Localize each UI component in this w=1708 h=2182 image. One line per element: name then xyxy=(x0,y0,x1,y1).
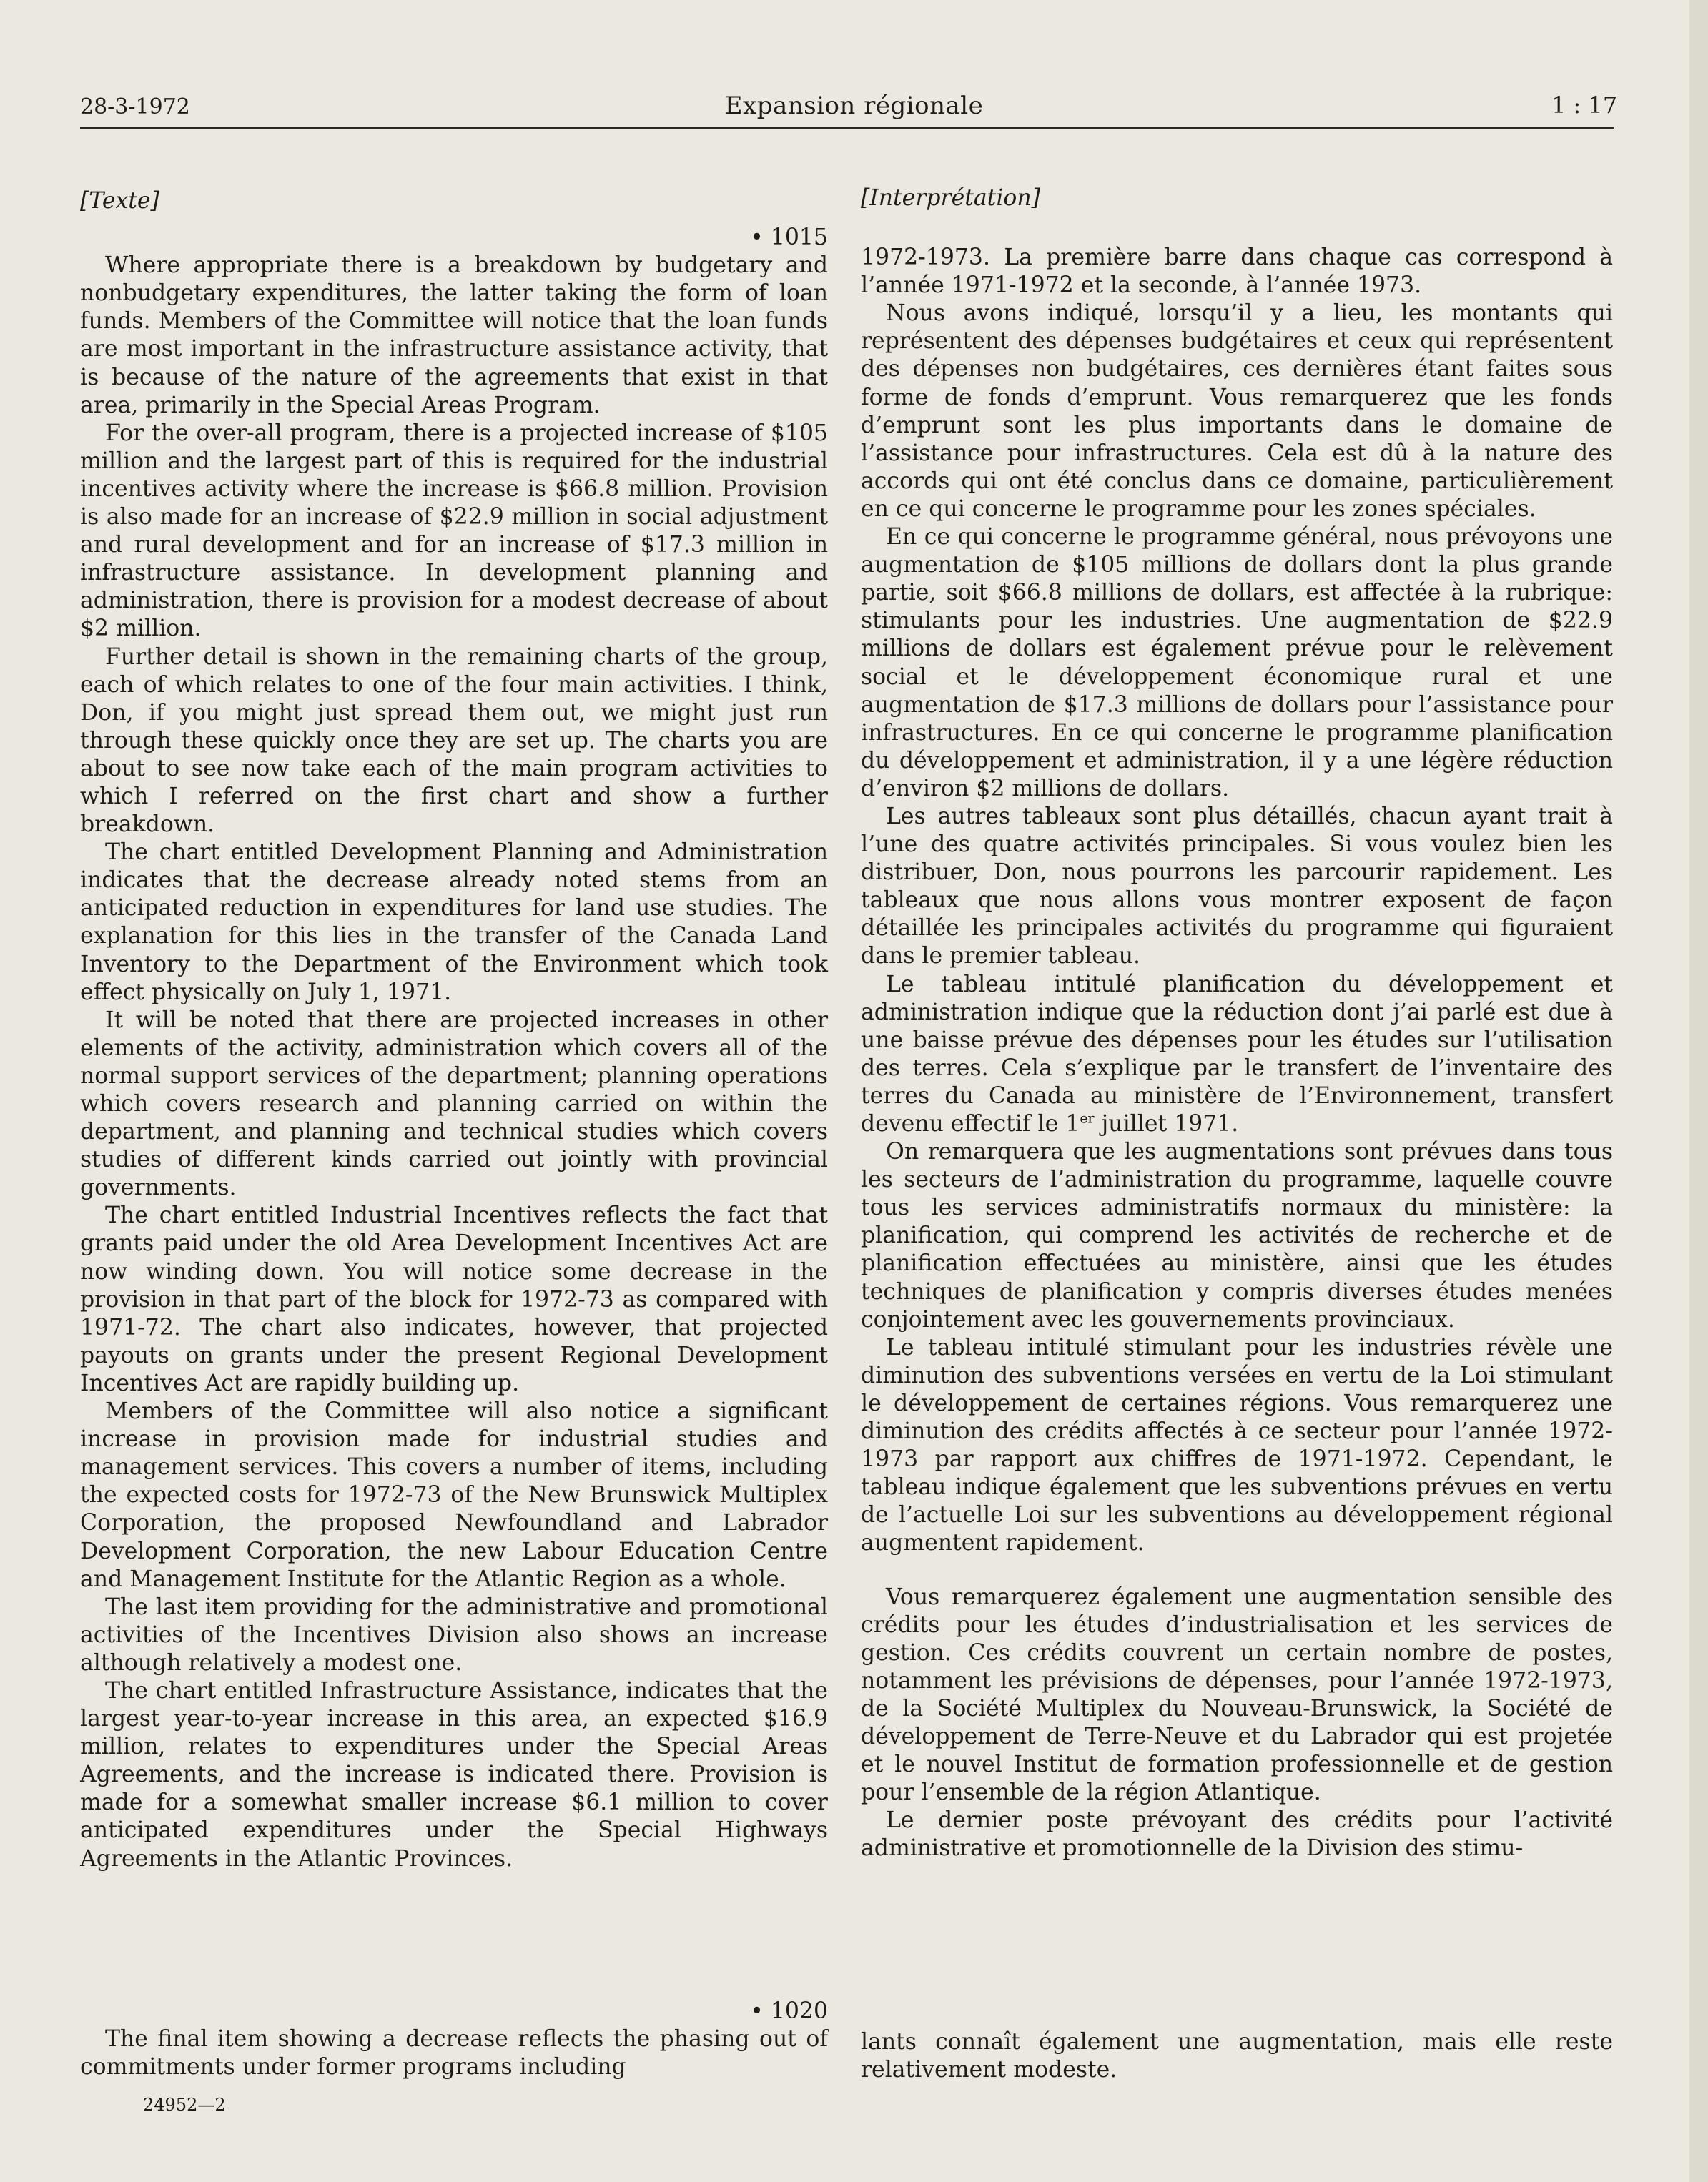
time-marker: • 1020 xyxy=(750,1998,828,2024)
paragraph: The last item providing for the administrative and promotional activities of the Incentives Division also shows an increase although relatively a modest one. xyxy=(80,1594,828,1676)
paragraph: Le dernier poste prévoyant des crédits pour l’activité administrative et promotionnelle de la Division des stimu- xyxy=(861,1807,1613,1862)
page-edge-shadow xyxy=(1689,0,1708,2182)
english-column xyxy=(80,187,828,1873)
paragraph xyxy=(861,971,1613,1139)
paragraph: Nous avons indiqué, lorsqu’il y a lieu, les montants qui représentent des dépenses budgétaires et ceux qui représentent des dépenses non budgétaires, ces dernières étant faites sous forme de fonds d’emprunt. Vous remarquerez que les fonds d’emprunt sont les plus importants dans le domaine de l’assistance pour infrastructures. Cela est dû à la nature des accords qui ont été conclus dans ce domaine, particulièrement en ce qui concerne le programme pour les zones spéciales. xyxy=(861,300,1613,522)
header-title: Expansion régionale xyxy=(724,92,984,120)
paragraph: Le tableau intitulé stimulant pour les industries révèle une diminution des subventions versées en vertu de la Loi stimulant le développement de certaines régions. Vous remarquerez une diminution des crédits affectés à ce secteur pour l’année 1972-1973 par rapport aux chiffres de 1971-1972. Cependant, le tableau indique également que les subventions prévues en vertu de l’actuelle Loi sur les subventions au développement régional augmentent rapidement. xyxy=(861,1334,1613,1556)
section-label-interpretation: [Interprétation] xyxy=(861,185,1040,211)
header-page-number: 1 : 17 xyxy=(1551,92,1618,119)
paragraph: The chart entitled Development Planning and Administration indicates that the decrease already noted stems from an anticipated reduction in expenditures for land use studies. The explanation for this lies in the transfer of the Canada Land Inventory to the Department of the Environment which took effect physically on July 1, 1971. xyxy=(80,839,828,1005)
paragraph-text-end: juillet 1971. xyxy=(1094,1111,1239,1137)
paragraph: En ce qui concerne le programme général, nous prévoyons une augmentation de $105 millions de dollars dont la plus grande partie, soit $66.8 millions de dollars, est affectée à la rubrique: stimulants pour les industries. Une augmentation de $22.9 millions de dollars est également prévue pour le relèvement social et le développement économique rural et une augmentation de $17.3 millions de dollars pour l’assistance pour infrastructures. En ce qui concerne le programme planification du développement et administration, il y a une légère réduction d’environ $2 millions de dollars. xyxy=(861,524,1613,801)
paragraph: 1972-1973. La première barre dans chaque cas correspond à l’année 1971-1972 et la seconde, à l’année 1973. xyxy=(861,245,1613,299)
paragraph: The chart entitled Infrastructure Assistance, indicates that the largest year-to-year increase in this area, an expected $16.9 million, relates to expenditures under the Special Areas Agreements, and the increase is indicated there. Provision is made for a somewhat smaller increase $6.1 million to cover anticipated expenditures under the Special Highways Agreements in the Atlantic Provinces. xyxy=(80,1677,828,1872)
paragraph: Vous remarquerez également une augmentation sensible des crédits pour les études d’industrialisation et les services de gestion. Ces crédits couvrent un certain nombre de postes, notamment les prévisions de dépenses, pour l’année 1972-1973, de la Société Multiplex du Nouveau-Brunswick, la Société de développement de Terre-Neuve et du Labrador qui est projetée et le nouvel Institut de formation professionnelle et de gestion pour l’ensemble de la région Atlantique. xyxy=(861,1584,1613,1806)
superscript: er xyxy=(1080,1110,1095,1127)
paragraph: On remarquera que les augmentations sont prévues dans tous les secteurs de l’administration du programme, laquelle couvre tous les services administratifs normaux du ministère: la planification, qui comprend les activités de recherche et de planification effectuées au ministère, ainsi que les études techniques de planification y compris diverses études menées conjointement avec les gouvernements provinciaux. xyxy=(861,1139,1613,1333)
paragraph: For the over-all program, there is a projected increase of $105 million and the largest part of this is required for the industrial incentives activity where the increase is $66.8 million. Provision is also made for an increase of $22.9 million in social adjustment and rural development and for an increase of $17.3 million in infrastructure assistance. In development planning and administration, there is provision for a modest decrease of about $2 million. xyxy=(80,420,828,642)
paragraph-text: Le tableau intitulé planification du développement et administration indique que la réduction dont j’ai parlé est due à une baisse prévue des dépenses pour les études sur l’utilisation des terres. Cela s’explique par le transfert de l’inventaire des terres du Canada au ministère de l’Environnement, transfert devenu effectif le 1 xyxy=(861,971,1613,1137)
section-label-texte: [Texte] xyxy=(80,188,159,214)
english-column-bottom xyxy=(80,1998,828,2081)
footer-print-code: 24952—2 xyxy=(143,2095,226,2115)
french-column xyxy=(861,184,1613,1862)
french-column-bottom xyxy=(861,2028,1613,2084)
paragraph: Further detail is shown in the remaining charts of the group, each of which relates to one of the four main activities. I think, Don, if you might just spread them out, we might just run through these quickly once they are set up. The charts you are about to see now take each of the main program activities to which I referred on the first chart and show a further breakdown. xyxy=(80,643,828,838)
paragraph: Les autres tableaux sont plus détaillés, chacun ayant trait à l’une des quatre activités principales. Si vous voulez bien les distribuer, Don, nous pourrons les parcourir rapidement. Les tableaux que nous allons vous montrer exposent de façon détaillée les principales activités du programme qui figuraient dans le premier tableau. xyxy=(861,803,1613,969)
time-marker: • 1015 xyxy=(750,224,828,251)
paragraph: The final item showing a decrease reflects the phasing out of commitments under former programs including xyxy=(80,2026,828,2080)
header-rule xyxy=(80,127,1614,129)
paragraph: Where appropriate there is a breakdown by budgetary and nonbudgetary expenditures, the latter taking the form of loan funds. Members of the Committee will notice that the loan funds are most important in the infrastructure assistance activity, that is because of the nature of the agreements that exist in that area, primarily in the Special Areas Program. xyxy=(80,252,828,418)
paragraph: The chart entitled Industrial Incentives reflects the fact that grants paid under the old Area Development Incentives Act are now winding down. You will notice some decrease in the provision in that part of the block for 1972-73 as compared with 1971-72. The chart also indicates, however, that projected payouts on grants under the present Regional Development Incentives Act are rapidly building up. xyxy=(80,1203,828,1396)
paragraph: It will be noted that there are projected increases in other elements of the activity, administration which covers all of the normal support services of the department; planning operations which covers research and planning carried on within the department, and planning and technical studies which covers studies of different kinds carried out jointly with provincial governments. xyxy=(80,1007,828,1201)
paragraph: lants connaît également une augmentation, mais elle reste relativement modeste. xyxy=(861,2029,1613,2083)
header-date: 28-3-1972 xyxy=(80,94,190,119)
paragraph: Members of the Committee will also notice a significant increase in provision made for industrial studies and management services. This covers a number of items, including the expected costs for 1972-73 of the New Brunswick Multiplex Corporation, the proposed Newfoundland and Labrador Development Corporation, the new Labour Education Centre and Management Institute for the Atlantic Region as a whole. xyxy=(80,1398,828,1592)
